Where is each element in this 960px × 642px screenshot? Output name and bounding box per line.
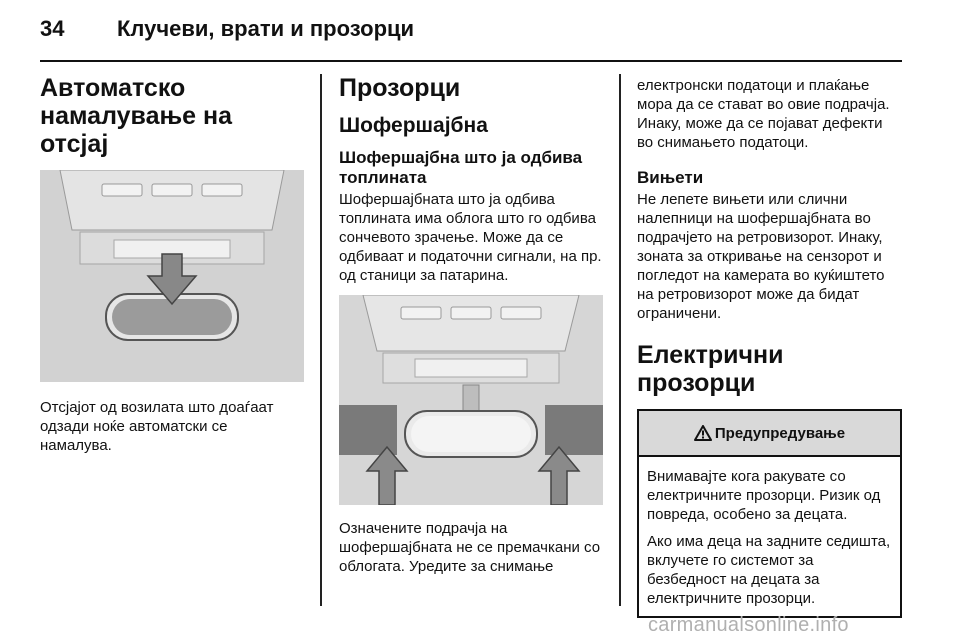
- column-2: [339, 74, 603, 576]
- warning-triangle-icon: [694, 425, 712, 441]
- mirror-figure: [40, 170, 304, 382]
- caption-auto-dimming: Отсјајот од возилата што доаѓаат одзади ноќе автоматски се намалува.: [40, 399, 274, 454]
- windshield-figure: [339, 295, 603, 505]
- chapter-title: Клучеви, врати и прозорци: [117, 16, 415, 41]
- heading-heat-reflecting-windshield: Шофершајбна што ја одбива топлината: [339, 148, 583, 187]
- column-divider-1: [320, 74, 322, 606]
- paragraph-vignettes: Не лепете вињети или слични налепници на шофершајбната во подрачјето на ретровизорот. Инаку, зоната за откривање на сензорот и погледот на камерата во куќиштето на ретровизорот може да бидат ограничени.: [637, 191, 885, 322]
- warning-title: Предупредување: [714, 424, 846, 442]
- warning-body: [639, 457, 900, 616]
- warning-paragraph-1: Внимавајте кога ракувате со електричните прозорци. Ризик од повреда, особено за децата.: [647, 468, 881, 523]
- page-number: 34: [40, 16, 65, 41]
- header-rule: [40, 60, 902, 62]
- warning-box: [637, 409, 902, 618]
- section-heading-power-windows: Електрични прозорци: [637, 341, 784, 397]
- column-1: [40, 74, 304, 455]
- warning-paragraph-2: Ако има деца на задните седишта, вклучете го системот за безбедност на децата за електричните прозорци.: [647, 533, 891, 607]
- section-heading-windows: Прозорци: [339, 74, 461, 102]
- site-watermark: carmanualsonline.info: [648, 614, 849, 636]
- column-3: [637, 74, 900, 618]
- rearview-mirror-illustration: [40, 170, 304, 382]
- paragraph-heat-reflecting: Шофершајбната што ја одбива топлината има облога што го одбива сончевото зрачење. Може да се одбиваат и податочни сигнали, на пр. од станици за патарина.: [339, 191, 602, 284]
- warning-header: [639, 411, 900, 457]
- subsection-heading-windshield: Шофершајбна: [339, 114, 488, 137]
- caption-windshield-areas: Означените подрачја на шофершајбната не се премачкани со облогата. Уредите за снимање: [339, 520, 601, 575]
- heading-vignettes: Вињети: [637, 168, 704, 187]
- windshield-areas-illustration: [339, 295, 603, 505]
- section-heading-auto-dimming: Автоматско намалување на отсјај: [40, 74, 232, 158]
- paragraph-continuation: електронски податоци и плаќање мора да се стават во овие подрачја. Инаку, може да се појават дефекти во снимањето податоци.: [637, 77, 890, 151]
- column-divider-2: [619, 74, 621, 606]
